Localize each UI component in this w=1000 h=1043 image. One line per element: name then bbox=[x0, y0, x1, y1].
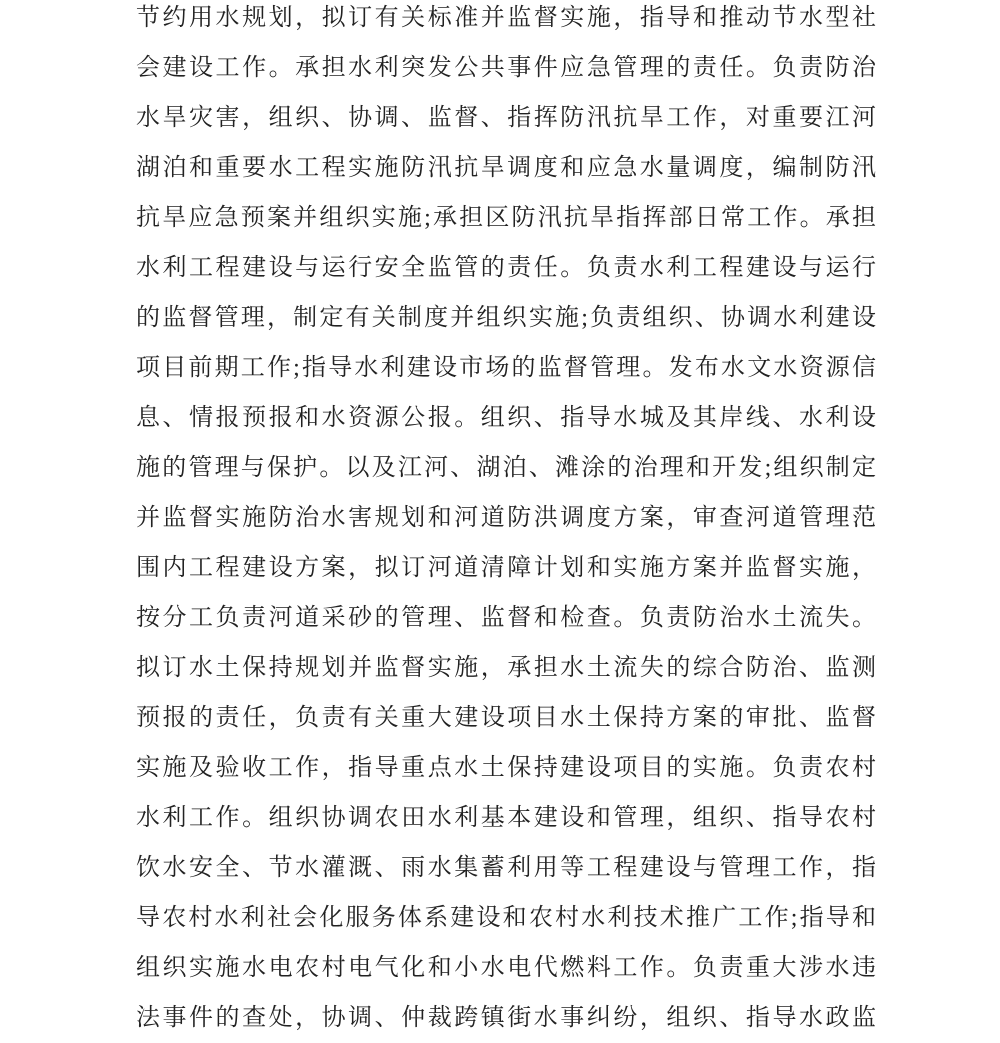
text-line: 法事件的查处，协调、仲裁跨镇街水事纠纷，组织、指导水政监 bbox=[136, 1005, 876, 1031]
text-line: 项目前期工作;指导水利建设市场的监督管理。发布水文水资源信 bbox=[136, 355, 876, 381]
text-line: 拟订水土保持规划并监督实施，承担水土流失的综合防治、监测 bbox=[136, 655, 876, 681]
text-line: 水利工程建设与运行安全监管的责任。负责水利工程建设与运行 bbox=[136, 255, 876, 281]
text-line: 饮水安全、节水灌溉、雨水集蓄利用等工程建设与管理工作，指 bbox=[136, 855, 876, 881]
text-line: 息、情报预报和水资源公报。组织、指导水城及其岸线、水利设 bbox=[136, 405, 876, 431]
text-line: 组织实施水电农村电气化和小水电代燃料工作。负责重大涉水违 bbox=[136, 955, 876, 981]
text-line: 的监督管理，制定有关制度并组织实施;负责组织、协调水利建设 bbox=[136, 305, 876, 331]
document-body-text bbox=[136, 0, 876, 1043]
text-line: 预报的责任，负责有关重大建设项目水土保持方案的审批、监督 bbox=[136, 705, 876, 731]
text-line: 导农村水利社会化服务体系建设和农村水利技术推广工作;指导和 bbox=[136, 905, 876, 931]
text-line: 节约用水规划，拟订有关标准并监督实施，指导和推动节水型社 bbox=[136, 5, 876, 31]
text-line: 并监督实施防治水害规划和河道防洪调度方案，审查河道管理范 bbox=[136, 505, 876, 531]
text-line: 实施及验收工作，指导重点水土保持建设项目的实施。负责农村 bbox=[136, 755, 876, 781]
text-line: 水旱灾害，组织、协调、监督、指挥防汛抗旱工作，对重要江河 bbox=[136, 105, 876, 131]
text-line: 抗旱应急预案并组织实施;承担区防汛抗旱指挥部日常工作。承担 bbox=[136, 205, 876, 231]
text-line: 湖泊和重要水工程实施防汛抗旱调度和应急水量调度，编制防汛 bbox=[136, 155, 876, 181]
text-line: 施的管理与保护。以及江河、湖泊、滩涂的治理和开发;组织制定 bbox=[136, 455, 876, 481]
text-line: 按分工负责河道采砂的管理、监督和检查。负责防治水土流失。 bbox=[136, 605, 876, 631]
text-line: 围内工程建设方案，拟订河道清障计划和实施方案并监督实施， bbox=[136, 555, 876, 581]
text-line: 会建设工作。承担水利突发公共事件应急管理的责任。负责防治 bbox=[136, 55, 876, 81]
text-line: 水利工作。组织协调农田水利基本建设和管理，组织、指导农村 bbox=[136, 805, 876, 831]
